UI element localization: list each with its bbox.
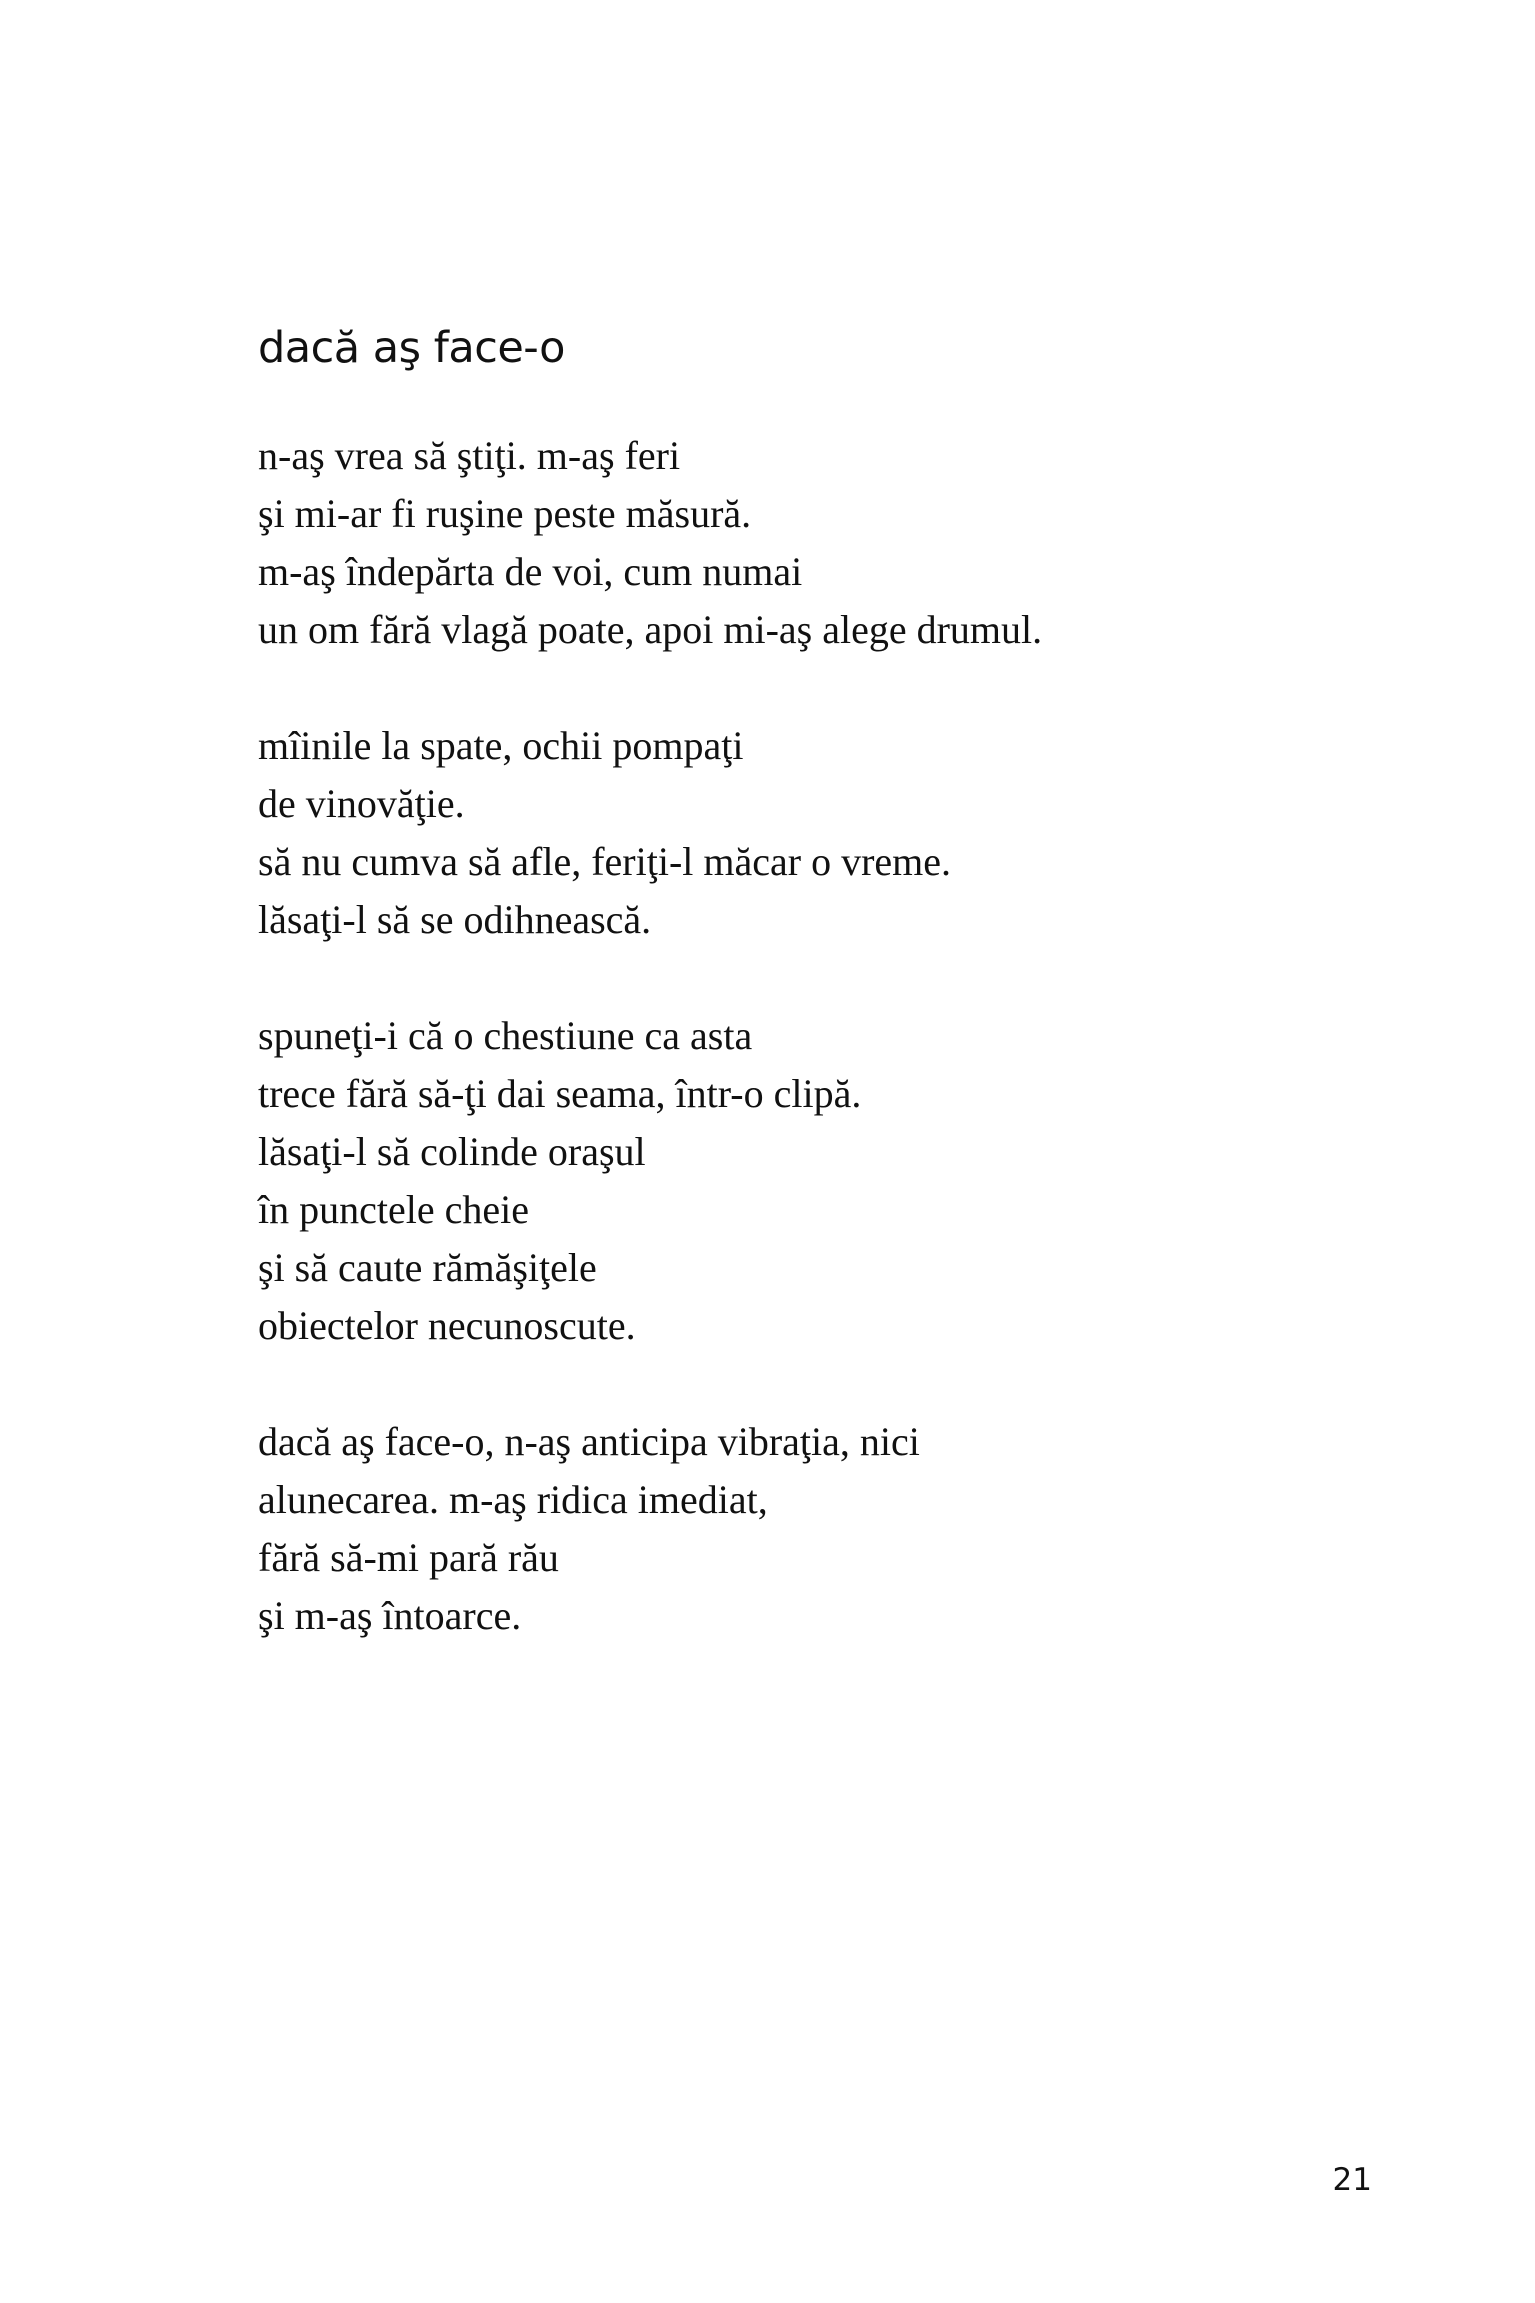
stanza-4	[258, 1413, 1358, 1645]
poem-line: şi mi-ar fi ruşine peste măsură.	[258, 491, 752, 536]
stanza-3	[258, 1007, 1358, 1355]
poem-line: mîinile la spate, ochii pompaţi	[258, 723, 744, 768]
poem-body	[258, 427, 1358, 1703]
poem-line: trece fără să-ţi dai seama, într-o clipă.	[258, 1071, 862, 1116]
stanza-2	[258, 717, 1358, 949]
poem-line: să nu cumva să afle, feriţi-l măcar o vreme.	[258, 839, 952, 884]
poem-line: obiectelor necunoscute.	[258, 1303, 636, 1348]
poem-line: m-aş îndepărta de voi, cum numai	[258, 549, 803, 594]
poem-line: n-aş vrea să ştiţi. m-aş feri	[258, 433, 681, 478]
poem-line: spuneţi-i că o chestiune ca asta	[258, 1013, 753, 1058]
page-number: 21	[1332, 2162, 1372, 2198]
poem-line: alunecarea. m-aş ridica imediat,	[258, 1477, 768, 1522]
poem-line: în punctele cheie	[258, 1187, 529, 1232]
poem-line: şi m-aş întoarce.	[258, 1593, 522, 1638]
poem-line: şi să caute rămăşiţele	[258, 1245, 597, 1290]
poem-line: lăsaţi-l să colinde oraşul	[258, 1129, 646, 1174]
poem-title: dacă aş face-o	[258, 323, 565, 373]
poem-line: de vinovăţie.	[258, 781, 465, 826]
poem-line: dacă aş face-o, n-aş anticipa vibraţia, nici	[258, 1419, 920, 1464]
poem-line: lăsaţi-l să se odihnească.	[258, 897, 652, 942]
poem-line: un om fără vlagă poate, apoi mi-aş alege drumul.	[258, 607, 1043, 652]
poem-line: fără să-mi pară rău	[258, 1535, 559, 1580]
stanza-1	[258, 427, 1358, 659]
